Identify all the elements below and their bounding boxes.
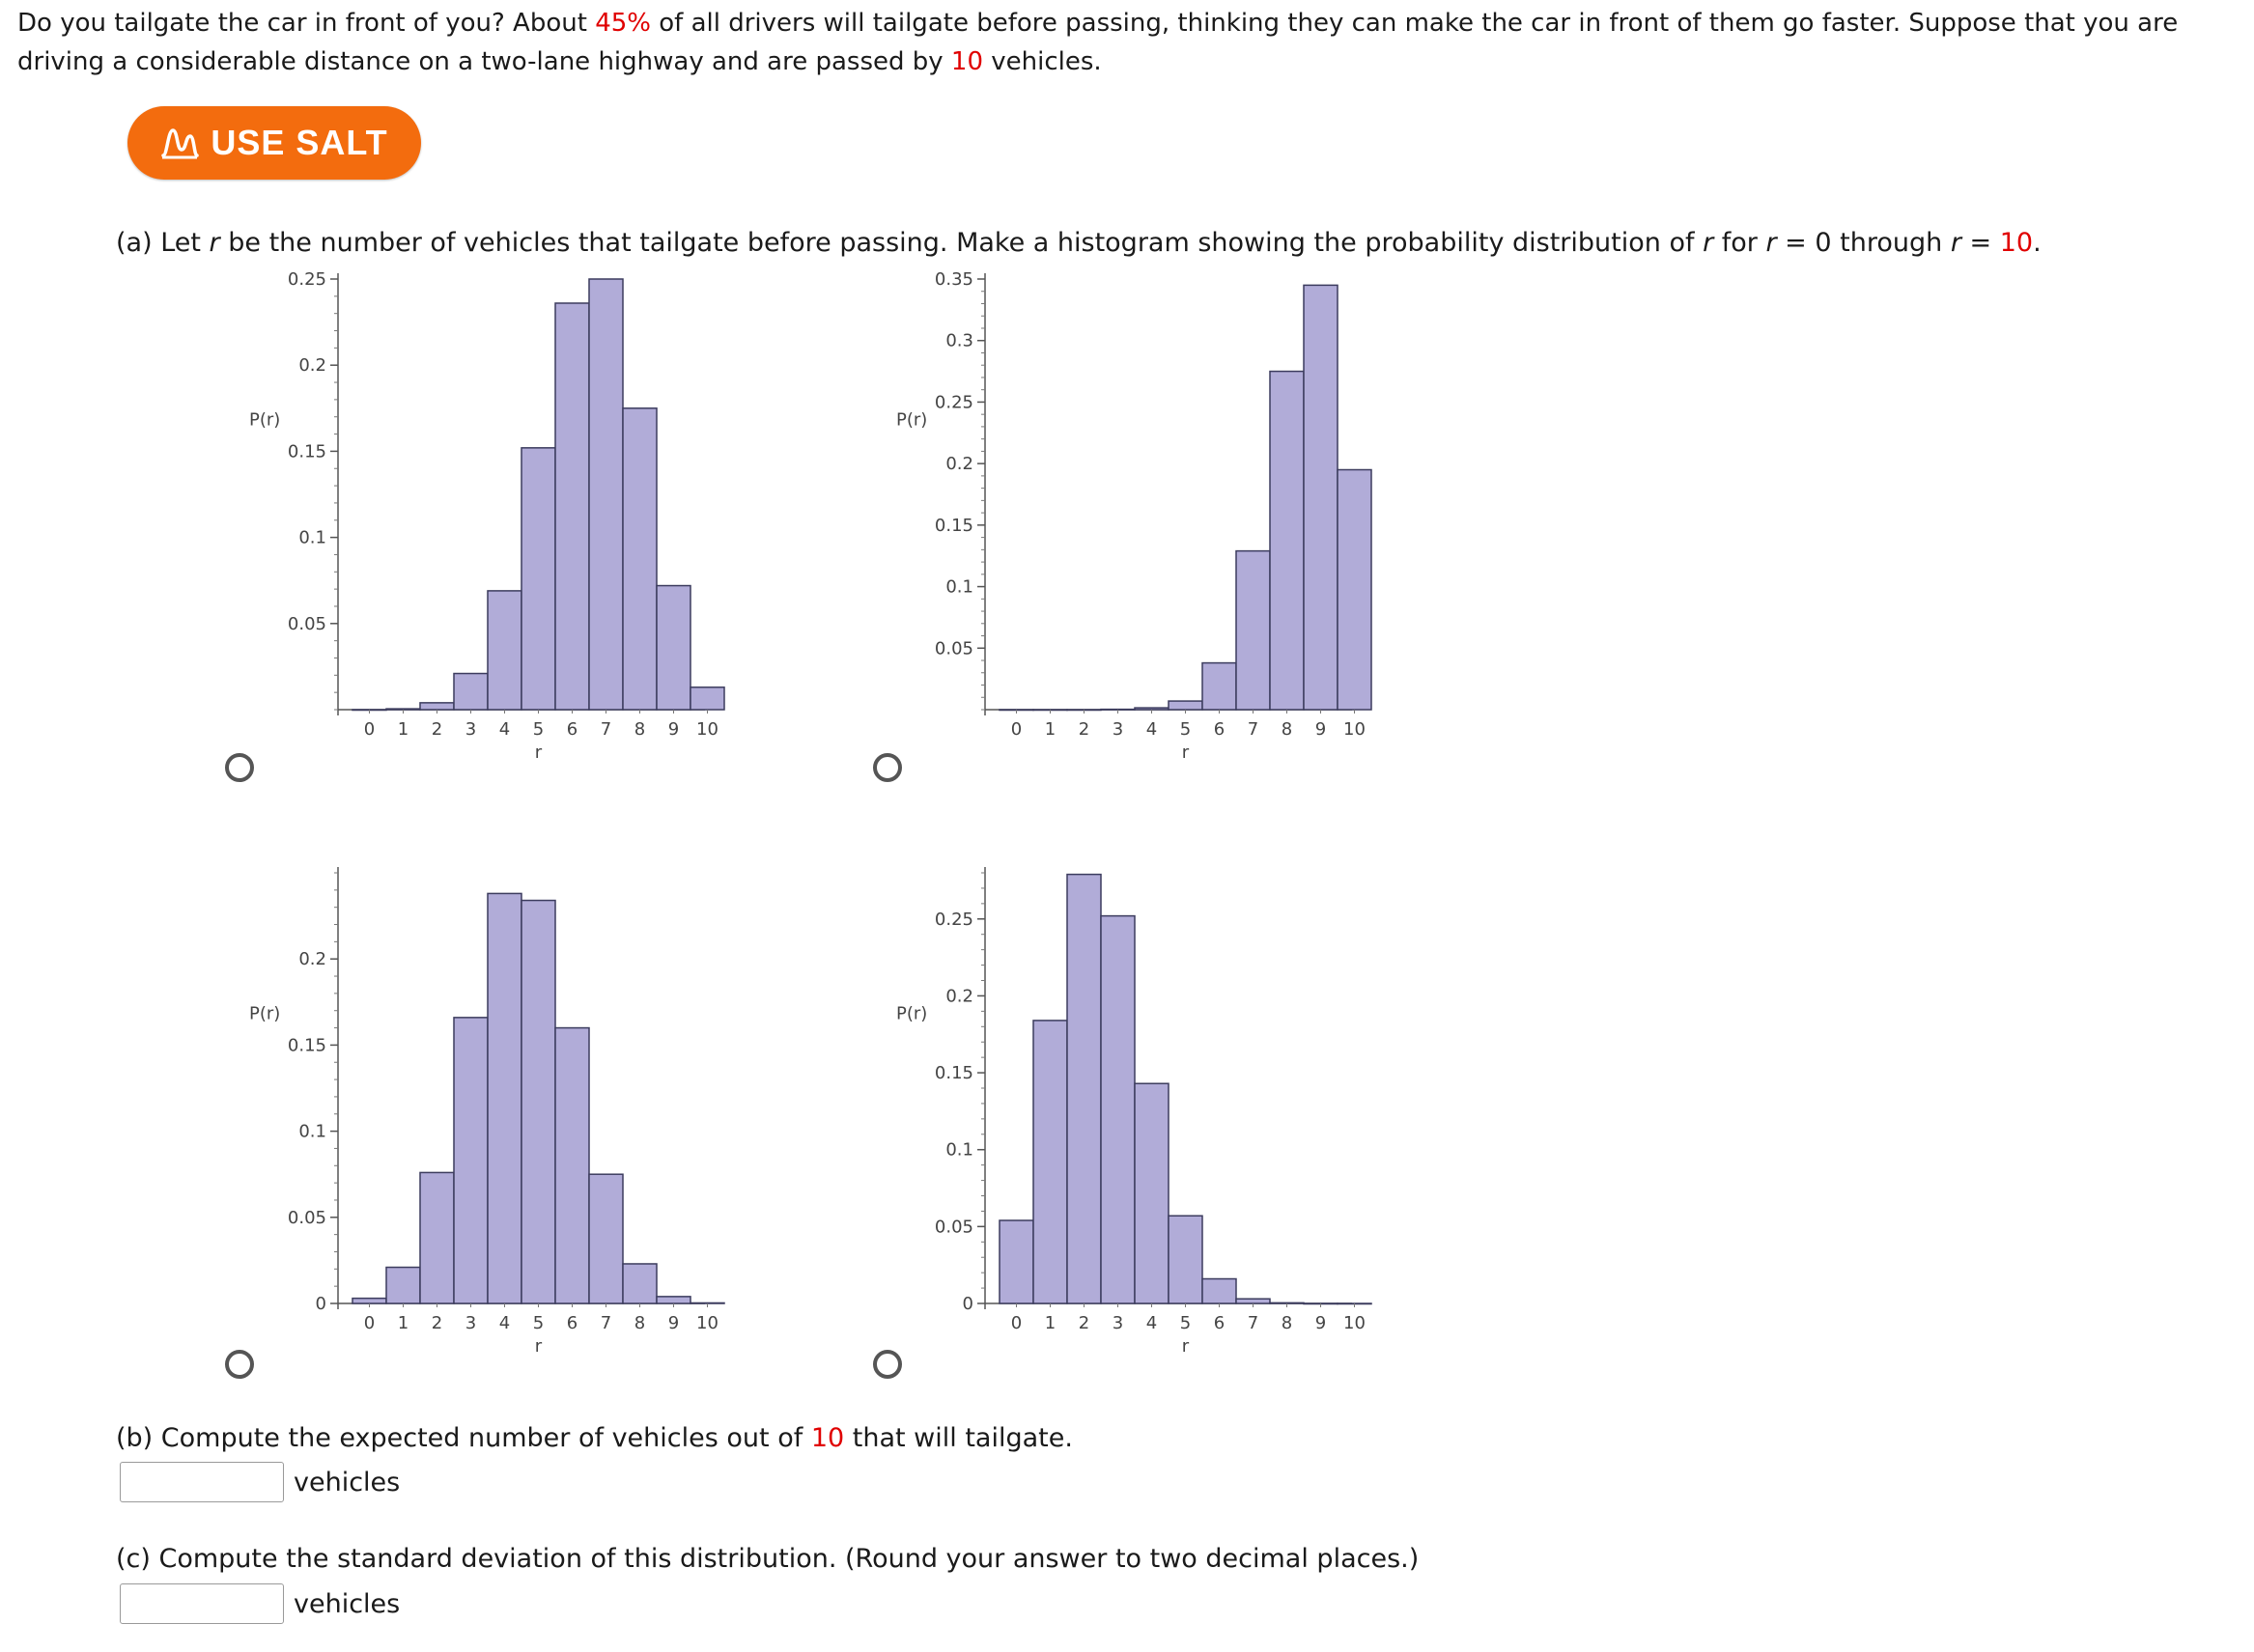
x-tick-label: 6 [1213, 719, 1226, 740]
histogram-bar [555, 303, 589, 710]
y-tick-label: 0.35 [934, 269, 973, 290]
intro-percent: 45% [595, 9, 651, 38]
histogram-option-2 [898, 266, 1458, 787]
histogram-bar [454, 674, 488, 710]
part-c-unit: vehicles [294, 1588, 401, 1619]
y-tick-label: 0.3 [945, 330, 973, 351]
histogram-bar [1304, 285, 1338, 710]
radio-option-2[interactable] [873, 753, 902, 782]
y-tick-label: 0.15 [287, 1035, 326, 1056]
x-tick-label: 2 [1078, 719, 1090, 740]
x-tick-label: 7 [1247, 719, 1259, 740]
histogram-option-1 [251, 266, 811, 787]
histogram-bar [1101, 916, 1135, 1303]
x-tick-label: 3 [1112, 719, 1124, 740]
x-axis-title: r [534, 1336, 543, 1357]
y-tick-label: 0.1 [298, 527, 326, 548]
x-tick-label: 3 [465, 1313, 477, 1333]
x-tick-label: 7 [1247, 1313, 1259, 1333]
y-tick-label: 0.15 [934, 515, 973, 536]
x-tick-label: 7 [600, 719, 612, 740]
x-tick-label: 5 [532, 1313, 545, 1333]
radio-option-4[interactable] [873, 1350, 902, 1379]
y-tick-label: 0.15 [287, 441, 326, 462]
x-tick-label: 4 [1145, 1313, 1158, 1333]
x-tick-label: 6 [1213, 1313, 1226, 1333]
x-tick-label: 0 [363, 719, 376, 740]
x-tick-label: 6 [566, 1313, 578, 1333]
y-tick-label: 0.25 [934, 909, 973, 930]
x-axis-title: r [1181, 742, 1190, 763]
x-tick-label: 7 [600, 1313, 612, 1333]
x-tick-label: 6 [566, 719, 578, 740]
part-a-ten: 10 [1999, 228, 2034, 258]
y-tick-label: 0 [962, 1294, 973, 1314]
histogram-bar [1169, 701, 1202, 710]
histogram-bar [1270, 1302, 1304, 1303]
y-tick-label: 0.25 [934, 392, 973, 413]
histogram-bar [589, 1174, 623, 1303]
intro-text-3: vehicles. [983, 47, 1102, 76]
y-tick-label: 0.05 [287, 613, 326, 634]
part-c-answer-row [120, 1583, 400, 1624]
x-tick-label: 2 [1078, 1313, 1090, 1333]
x-tick-label: 10 [696, 1313, 718, 1333]
histogram-bar [1202, 1279, 1236, 1303]
y-tick-label: 0 [315, 1294, 326, 1314]
histogram-bar [1236, 1299, 1270, 1303]
x-tick-label: 0 [1010, 1313, 1023, 1333]
y-tick-label: 0.25 [287, 269, 326, 290]
x-tick-label: 3 [1112, 1313, 1124, 1333]
var-r: r [1765, 228, 1777, 258]
histogram-bar [657, 586, 690, 710]
x-tick-label: 10 [1343, 1313, 1366, 1333]
histogram-option-3 [251, 859, 811, 1381]
x-axis-title: r [534, 742, 543, 763]
x-tick-label: 8 [634, 719, 646, 740]
part-b-text: (b) Compute the expected number of vehicles out of [116, 1423, 811, 1453]
part-a-text: . [2033, 228, 2042, 258]
x-tick-label: 5 [1179, 1313, 1192, 1333]
histogram-bar [555, 1028, 589, 1303]
histogram-bar [690, 687, 724, 710]
histogram-bar [1169, 1216, 1202, 1303]
histogram-bar [386, 709, 420, 710]
y-tick-label: 0.1 [945, 576, 973, 598]
x-tick-label: 1 [397, 719, 409, 740]
histogram-bar [1236, 551, 1270, 710]
x-tick-label: 8 [634, 1313, 646, 1333]
histogram-bar [521, 901, 555, 1303]
x-tick-label: 8 [1281, 1313, 1293, 1333]
var-r: r [1703, 228, 1714, 258]
histogram-bar [386, 1268, 420, 1303]
y-tick-label: 0.1 [945, 1139, 973, 1161]
part-a-text: (a) Let [116, 228, 210, 258]
x-tick-label: 0 [363, 1313, 376, 1333]
histogram-bar [1202, 663, 1236, 710]
x-tick-label: 1 [397, 1313, 409, 1333]
histogram-option-4 [898, 859, 1458, 1381]
part-b-count: 10 [810, 1423, 845, 1453]
histogram-bar [521, 448, 555, 710]
y-tick-label: 0.2 [298, 355, 326, 377]
histogram-bar [623, 408, 657, 710]
part-b-unit: vehicles [294, 1467, 401, 1498]
var-r: r [1950, 228, 1961, 258]
x-tick-label: 10 [696, 719, 718, 740]
var-r: r [209, 228, 220, 258]
y-axis-title: P(r) [249, 1003, 281, 1024]
part-a-text: = [1960, 228, 2000, 258]
y-tick-label: 0.2 [298, 949, 326, 970]
histogram-bar [420, 703, 454, 710]
histogram-bar [420, 1172, 454, 1303]
histogram-bar [1135, 708, 1169, 710]
part-c-prompt: (c) Compute the standard deviation of this distribution. (Round your answer to two decimal places.) [116, 1544, 1420, 1574]
y-tick-label: 0.05 [287, 1207, 326, 1228]
x-tick-label: 9 [667, 719, 680, 740]
x-tick-label: 8 [1281, 719, 1293, 740]
problem-intro [17, 4, 2239, 81]
expected-value-input[interactable] [120, 1462, 284, 1502]
y-tick-label: 0.2 [945, 986, 973, 1007]
x-tick-label: 2 [431, 719, 443, 740]
x-tick-label: 0 [1010, 719, 1023, 740]
histogram-bar [488, 591, 521, 710]
part-b-text: that will tailgate. [844, 1423, 1073, 1453]
radio-option-3[interactable] [225, 1350, 254, 1379]
y-tick-label: 0.05 [934, 1217, 973, 1238]
histogram-bar [1338, 470, 1371, 710]
histogram-bar [352, 1299, 386, 1303]
y-axis-title: P(r) [896, 1003, 928, 1024]
std-dev-input[interactable] [120, 1583, 284, 1624]
x-axis-title: r [1181, 1336, 1190, 1357]
histogram-bar [589, 279, 623, 710]
y-tick-label: 0.05 [934, 638, 973, 659]
intro-count: 10 [950, 47, 984, 76]
histogram-bar [623, 1264, 657, 1303]
x-tick-label: 4 [1145, 719, 1158, 740]
histogram-bar [454, 1018, 488, 1303]
y-axis-title: P(r) [896, 409, 928, 431]
y-axis-title: P(r) [249, 409, 281, 431]
x-tick-label: 5 [532, 719, 545, 740]
part-b-answer-row [120, 1462, 400, 1502]
histogram-bar [488, 893, 521, 1303]
histogram-bar [1000, 1220, 1033, 1303]
radio-option-1[interactable] [225, 753, 254, 782]
histogram-bar [1067, 875, 1101, 1303]
x-tick-label: 4 [498, 1313, 511, 1333]
y-tick-label: 0.2 [945, 454, 973, 475]
x-tick-label: 3 [465, 719, 477, 740]
histogram-bar [657, 1297, 690, 1303]
intro-text-2: of all drivers will tailgate before passing, thinking they can make the car in front of them go faster. Suppose that you are driving a considerable distance on a two-lane highway and are passed by [17, 9, 2179, 76]
part-a-text: for [1713, 228, 1766, 258]
part-b-prompt [116, 1419, 1073, 1458]
x-tick-label: 9 [667, 1313, 680, 1333]
x-tick-label: 10 [1343, 719, 1366, 740]
x-tick-label: 1 [1044, 719, 1057, 740]
histogram-bar [1033, 1021, 1067, 1303]
histogram-bar [1135, 1083, 1169, 1303]
part-a-prompt [116, 224, 2042, 263]
x-tick-label: 4 [498, 719, 511, 740]
y-tick-label: 0.1 [298, 1121, 326, 1142]
part-a-text: be the number of vehicles that tailgate before passing. Make a histogram showing the probability distribution of [219, 228, 1704, 258]
x-tick-label: 9 [1314, 719, 1327, 740]
histogram-bar [1270, 372, 1304, 710]
use-salt-label: USE SALT [211, 123, 388, 162]
x-tick-label: 9 [1314, 1313, 1327, 1333]
use-salt-button[interactable] [127, 106, 421, 180]
part-a-text: = 0 through [1776, 228, 1951, 258]
histogram-bar [690, 1302, 724, 1303]
intro-text-1: Do you tailgate the car in front of you? About [17, 9, 596, 38]
y-tick-label: 0.15 [934, 1063, 973, 1084]
x-tick-label: 5 [1179, 719, 1192, 740]
x-tick-label: 2 [431, 1313, 443, 1333]
x-tick-label: 1 [1044, 1313, 1057, 1333]
salt-logo-icon [160, 126, 199, 159]
